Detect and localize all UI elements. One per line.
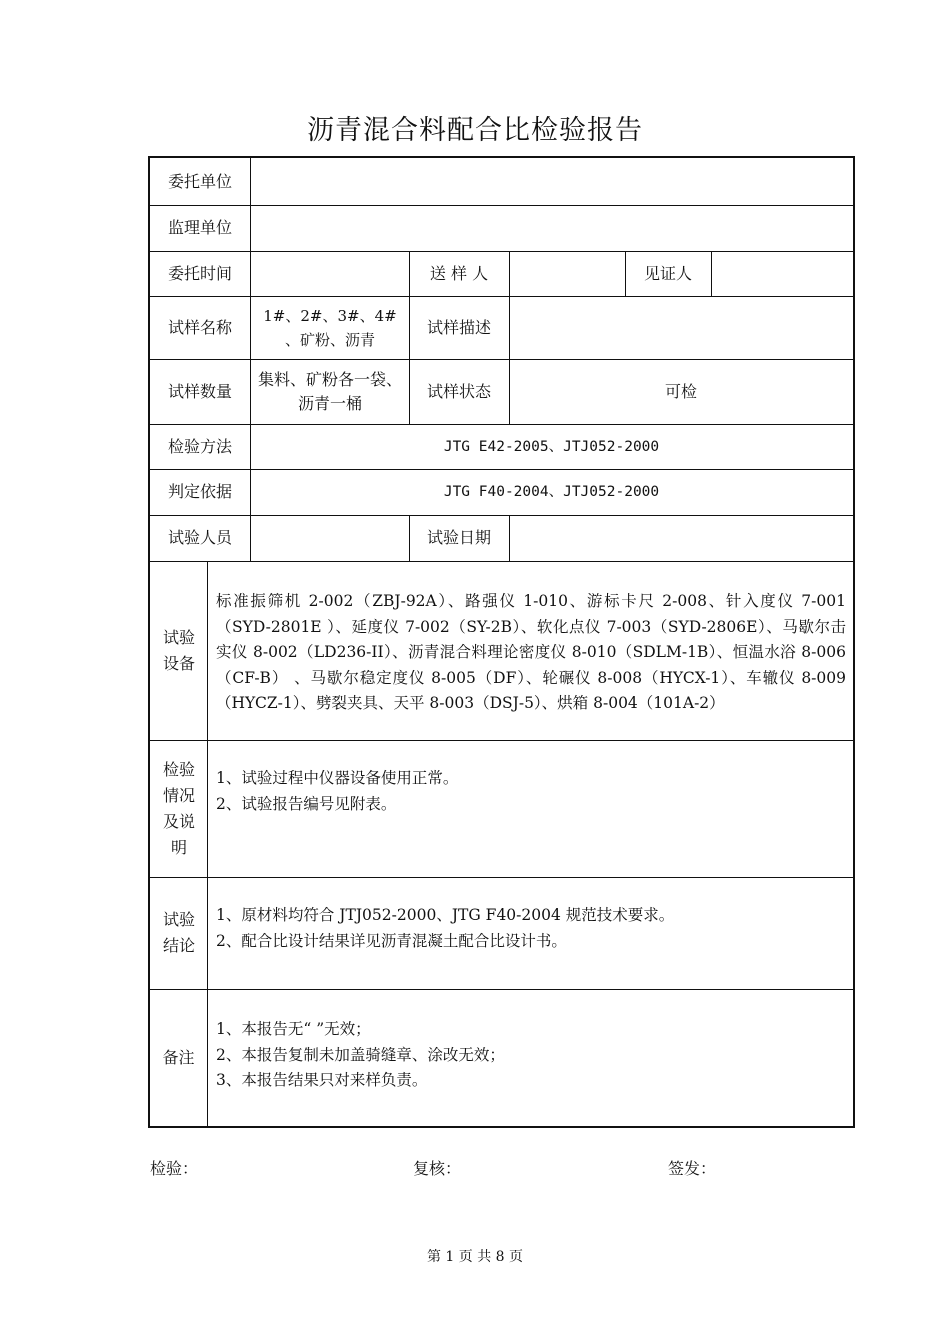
equipment-label: 试验设备 (162, 627, 195, 673)
basis-value: JTG F40-2004、JTJ052-2000 (443, 484, 660, 500)
test-date-label: 试验日期 (426, 528, 491, 547)
client-label: 委托单位 (167, 171, 232, 191)
inspect-signature-label: 检验： (150, 1159, 199, 1178)
situation-line-2: 2、试验报告编号见附表。 (216, 795, 397, 813)
conclusion-line-1: 1、原材料均符合 JTJ052-2000、JTG F40-2004 规范技术要求。 (216, 906, 675, 924)
sample-qty-label: 试样数量 (167, 381, 232, 401)
remarks-line-1: 1、本报告无“ ”无效； (216, 1020, 371, 1038)
sample-name-label: 试样名称 (167, 317, 232, 337)
situation-line-1: 1、试验过程中仪器设备使用正常。 (216, 769, 459, 787)
sample-state-value: 可检 (664, 381, 697, 401)
supervisor-label: 监理单位 (167, 218, 232, 237)
report-table (148, 156, 855, 1128)
method-value: JTG E42-2005、JTJ052-2000 (443, 438, 660, 455)
sample-desc-label: 试样描述 (426, 317, 491, 337)
tester-label: 试验人员 (167, 528, 232, 547)
conclusion-line-2: 2、配合比设计结果详见沥青混凝土配合比设计书。 (216, 932, 567, 950)
sample-name-value: 1#、2#、3#、4# 、矿粉、沥青 (263, 306, 397, 349)
sender-label: 送 样 人 (429, 263, 489, 283)
situation-label: 检验情况及说明 (162, 759, 195, 857)
sample-qty-value: 集料、矿粉各一袋、沥青一桶 (257, 369, 402, 413)
equipment-text: 标准振筛机 2-002（ZBJ-92A）、路强仪 1-010、游标卡尺 2-008、针入度仪 7-001（SYD-2801E ）、延度仪 7-002（SY-2B）、软化点仪 7-003（SYD-2806E）、马歇尔击实仪 8-002（LD236-II）、沥青混合料理论密度仪 8-010（SDLM-1B）、恒温水浴 8-006（CF-B） 、马歇尔稳定度仪 8-005（DF）、轮碾仪 8-008（HYCX-1）、车辙仪 8-009（HYCZ-1）、劈裂夹具、天平 8-003（DSJ-5）、烘箱 8-004（101A-2） (216, 592, 846, 712)
review-signature-label: 复核： (413, 1159, 462, 1178)
commission-date-label: 委托时间 (167, 263, 232, 283)
page-title: 沥青混合料配合比检验报告 (307, 115, 643, 146)
issue-signature-label: 签发： (668, 1159, 717, 1178)
witness-label: 见证人 (643, 263, 692, 283)
conclusion-label: 试验结论 (162, 910, 195, 955)
remarks-line-2: 2、本报告复制未加盖骑缝章、涂改无效； (216, 1046, 505, 1064)
page-number: 第 1 页 共 8 页 (426, 1249, 524, 1265)
remarks-line-3: 3、本报告结果只对来样负责。 (216, 1071, 428, 1089)
remarks-label: 备注 (162, 1047, 195, 1067)
sample-state-label: 试样状态 (426, 381, 491, 401)
method-label: 检验方法 (167, 436, 232, 456)
basis-label: 判定依据 (167, 482, 232, 501)
